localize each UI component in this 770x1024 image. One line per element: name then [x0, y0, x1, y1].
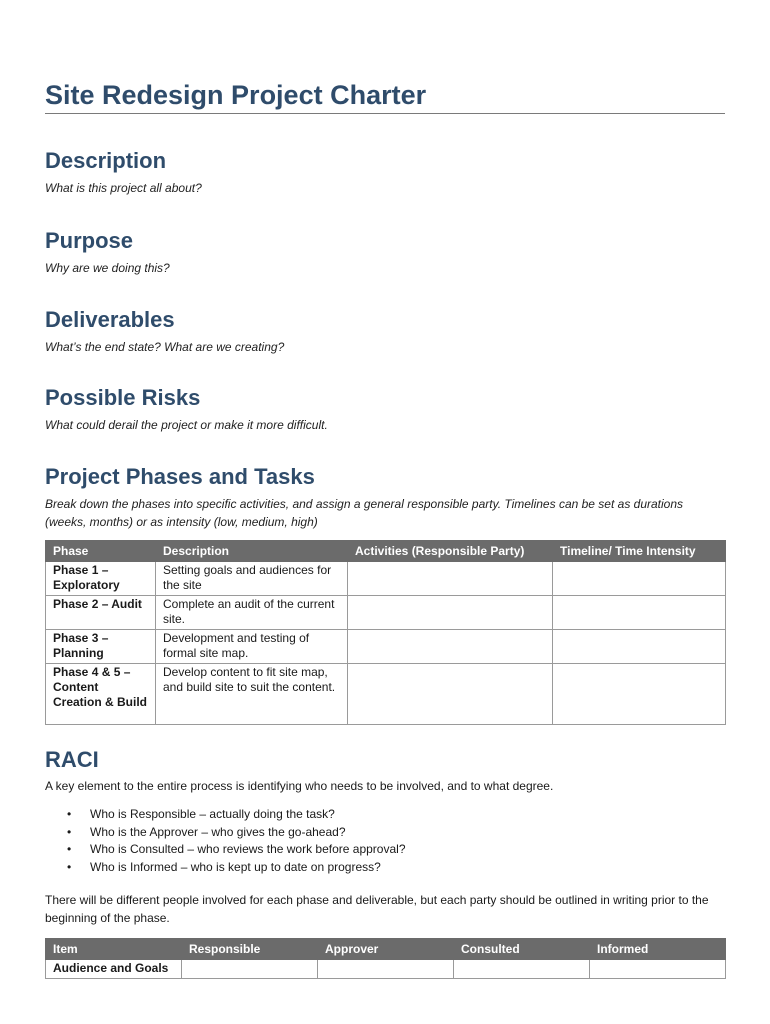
- bullet-glyph: •: [67, 824, 72, 839]
- section-heading: Deliverables: [45, 307, 175, 332]
- section-heading: Possible Risks: [45, 385, 201, 410]
- section-project-phases: [45, 463, 725, 531]
- list-item: [67, 824, 710, 842]
- column-header-consulted: Consulted: [454, 939, 590, 960]
- list-item: [67, 806, 710, 824]
- section-raci: [45, 746, 725, 774]
- consulted-cell[interactable]: [454, 960, 590, 979]
- phase-cell: Phase 4 & 5 – Content Creation & Build: [46, 664, 156, 725]
- timeline-cell[interactable]: [553, 562, 726, 596]
- list-item-text: Who is Informed – who is kept up to date on progress?: [90, 859, 381, 874]
- page-title: Site Redesign Project Charter: [45, 78, 725, 114]
- column-header-approver: Approver: [318, 939, 454, 960]
- section-deliverables: [45, 306, 725, 356]
- table-row: [46, 664, 726, 725]
- activities-cell[interactable]: [348, 630, 553, 664]
- section-possible-risks: [45, 384, 725, 434]
- column-header-description: Description: [156, 541, 348, 562]
- timeline-cell[interactable]: [553, 596, 726, 630]
- section-description: [45, 147, 725, 197]
- activities-cell[interactable]: [348, 596, 553, 630]
- approver-cell[interactable]: [318, 960, 454, 979]
- section-heading: Purpose: [45, 228, 134, 253]
- column-header-informed: Informed: [590, 939, 726, 960]
- bullet-glyph: •: [67, 842, 72, 856]
- phase-cell: Phase 1 – Exploratory: [46, 562, 156, 596]
- list-item: [67, 859, 710, 877]
- activities-cell[interactable]: [348, 562, 553, 596]
- list-item-text: Who is the Approver – who gives the go-ahead?: [90, 824, 346, 839]
- section-heading: Description: [45, 148, 167, 173]
- informed-cell[interactable]: [590, 960, 726, 979]
- description-cell: Development and testing of formal site map.: [156, 630, 348, 664]
- column-header-item: Item: [46, 939, 182, 960]
- activities-cell[interactable]: [348, 664, 553, 725]
- description-cell: Complete an audit of the current site.: [156, 596, 348, 630]
- table-row: [46, 630, 726, 664]
- phase-cell: Phase 3 – Planning: [46, 630, 156, 664]
- list-item-text: Who is Consulted – who reviews the work before approval?: [90, 842, 406, 856]
- column-header-timeline: Timeline/ Time Intensity: [553, 541, 726, 562]
- section-hint: What’s the end state? What are we creating?: [45, 340, 285, 354]
- section-hint: What could derail the project or make it more difficult.: [45, 418, 328, 432]
- section-hint: Why are we doing this?: [45, 261, 170, 275]
- description-cell: Develop content to fit site map, and build site to suit the content.: [156, 664, 348, 725]
- phases-table: [45, 540, 726, 725]
- section-purpose: [45, 227, 725, 277]
- raci-table: [45, 938, 726, 979]
- section-hint: Break down the phases into specific activities, and assign a general responsible party. Timelines can be set as durations (weeks, months) or as intensity (low, medium, high): [45, 497, 684, 529]
- table-header-row: [46, 939, 726, 960]
- column-header-phase: Phase: [46, 541, 156, 562]
- section-hint: What is this project all about?: [45, 181, 202, 195]
- phase-cell: Phase 2 – Audit: [46, 596, 156, 630]
- raci-bullet-list: [45, 806, 710, 876]
- table-row: [46, 562, 726, 596]
- list-item-text: Who is Responsible – actually doing the task?: [90, 807, 335, 821]
- list-item: [67, 841, 710, 859]
- raci-closing-paragraph: There will be different people involved for each phase and deliverable, but each party should be outlined in writing prior to the beginning of the phase.: [45, 893, 709, 925]
- raci-intro: A key element to the entire process is identifying who needs to be involved, and to what degree.: [45, 779, 554, 793]
- timeline-cell[interactable]: [553, 664, 726, 725]
- description-cell: Setting goals and audiences for the site: [156, 562, 348, 596]
- table-row: [46, 596, 726, 630]
- bullet-glyph: •: [67, 807, 72, 821]
- item-cell: Audience and Goals: [46, 960, 182, 979]
- column-header-activities: Activities (Responsible Party): [348, 541, 553, 562]
- timeline-cell[interactable]: [553, 630, 726, 664]
- section-heading: Project Phases and Tasks: [45, 464, 315, 489]
- table-header-row: [46, 541, 726, 562]
- bullet-glyph: •: [67, 859, 72, 874]
- table-row: [46, 960, 726, 979]
- responsible-cell[interactable]: [182, 960, 318, 979]
- section-heading: RACI: [45, 747, 99, 772]
- column-header-responsible: Responsible: [182, 939, 318, 960]
